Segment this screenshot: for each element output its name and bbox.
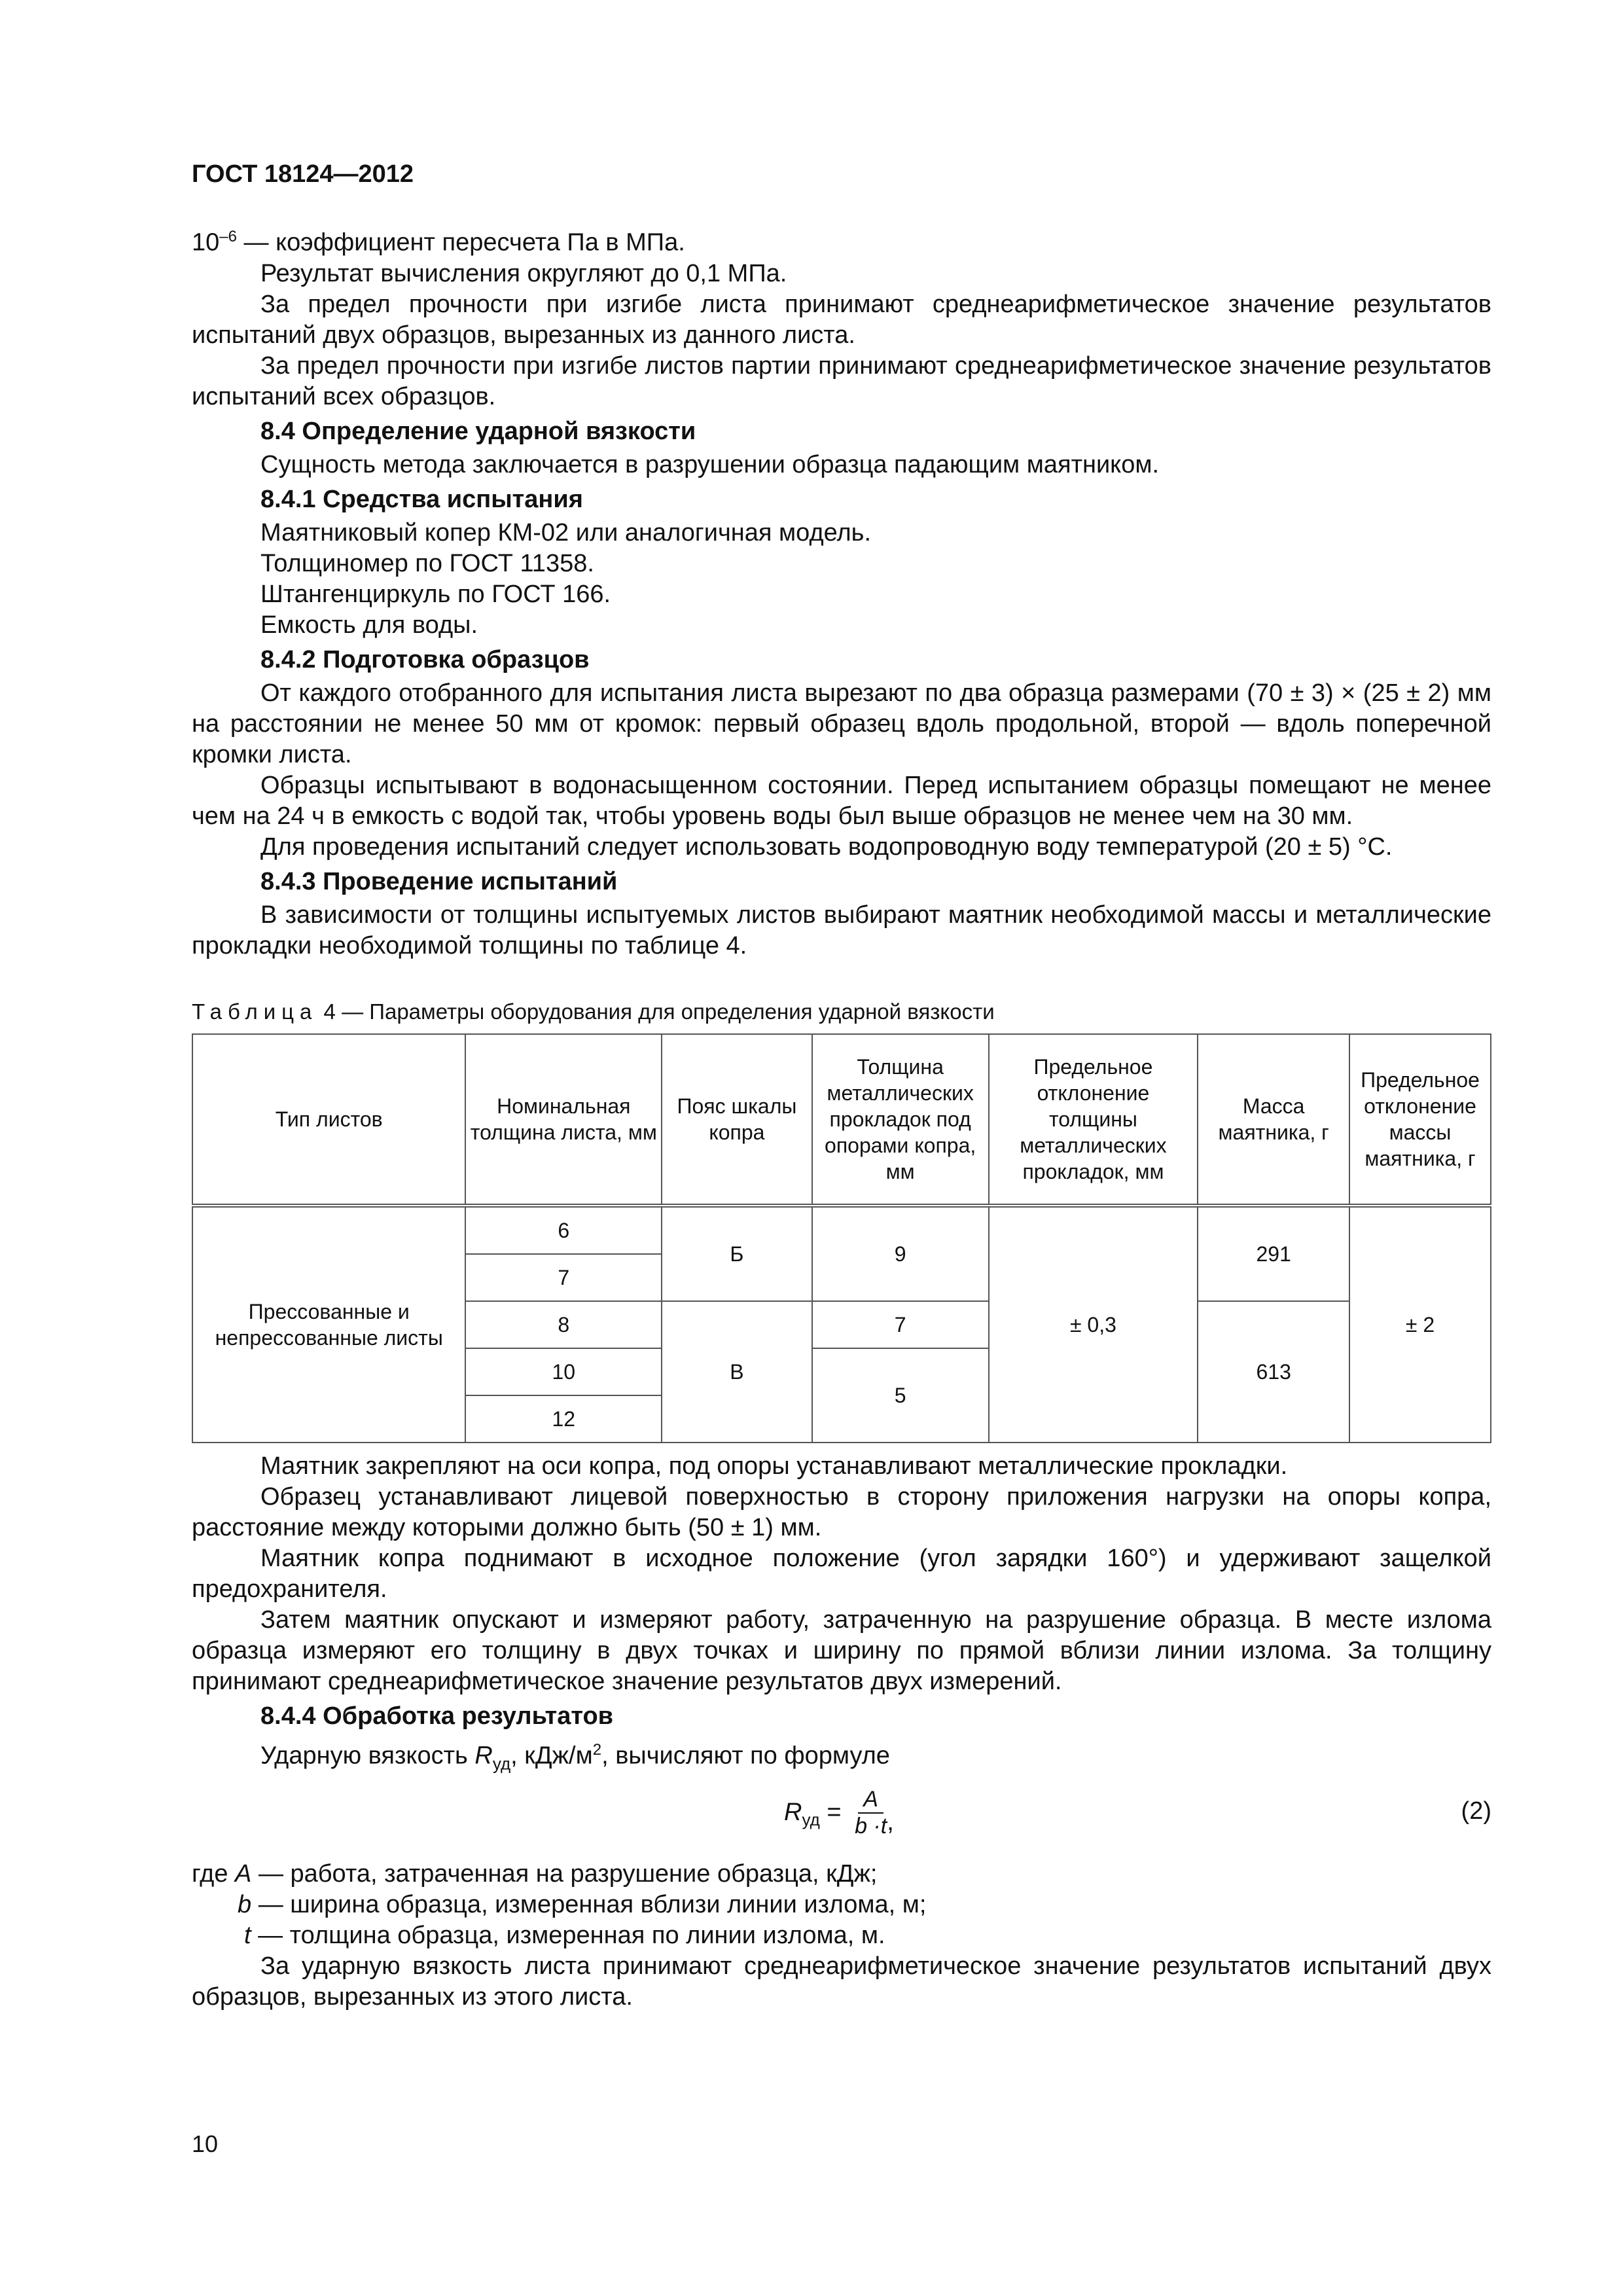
where-text-b: — ширина образца, измеренная вблизи линии излома, м;	[251, 1890, 927, 1918]
formula-body	[784, 1787, 894, 1839]
where-text-t: — толщина образца, измеренная по линии излома, м.	[251, 1921, 885, 1949]
formula-numerator: A	[858, 1787, 883, 1814]
cell-thickness: 8	[465, 1301, 662, 1348]
coefficient-line	[192, 221, 1491, 259]
where-text-a: — работа, затраченная на разрушение образца, кДж;	[251, 1859, 878, 1888]
cell-sheet-type: Прессованные и непрессованные листы	[192, 1206, 465, 1443]
batch-strength-paragraph: За предел прочности при изгибе листов партии принимают среднеарифметическое значение результатов испытаний всех образцов.	[192, 351, 1491, 410]
unit-exponent: 2	[592, 1740, 602, 1759]
formula-lead-text: , вычисляют по формуле	[601, 1742, 890, 1770]
header-pad-deviation: Предельное отклонение толщины металлических прокладок, мм	[989, 1034, 1198, 1206]
pendulum-selection-paragraph: В зависимости от толщины испытуемых листов выбирают маятник необходимой массы и металлические прокладки необходимой толщины по таблице 4.	[192, 901, 1491, 960]
table-header-row	[192, 1034, 1491, 1206]
water-temperature-paragraph: Для проведения испытаний следует использовать водопроводную воду температурой (20 ± 5) °С.	[260, 833, 1393, 861]
water-saturation-paragraph: Образцы испытывают в водонасыщенном состоянии. Перед испытанием образцы помещают не менее чем на 24 ч в емкость с водой так, чтобы уровень воды был выше образцов не менее чем на 30 мм.	[192, 771, 1491, 830]
intro-text: Ударную вязкость	[260, 1742, 475, 1770]
formula-r-subscript: уд	[802, 1810, 820, 1830]
equipment-item: Толщиномер по ГОСТ 11358.	[260, 549, 594, 577]
pendulum-mount-paragraph: Маятник закрепляют на оси копра, под опоры устанавливают металлические прокладки.	[260, 1452, 1288, 1480]
final-paragraph: За ударную вязкость листа принимают среднеарифметическое значение результатов испытаний двух образцов, вырезанных из этого листа.	[192, 1952, 1491, 2011]
header-pad-thickness: Толщина металлических прокладок под опорами копра, мм	[812, 1034, 989, 1206]
cell-thickness: 12	[465, 1395, 662, 1443]
unit-text: , кДж/м	[510, 1742, 593, 1770]
cell-mass-deviation: ± 2	[1349, 1206, 1491, 1443]
header-nominal-thickness: Номинальная толщина листа, мм	[465, 1034, 662, 1206]
section-8-4-title: 8.4 Определение ударной вязкости	[260, 417, 696, 445]
where-line-b	[192, 1890, 1491, 1920]
page-number: 10	[192, 2130, 219, 2157]
where-var-t: t	[244, 1921, 251, 1949]
impact-strength-intro	[192, 1734, 1491, 1779]
formula-fraction	[855, 1787, 887, 1839]
cell-pad: 5	[812, 1348, 989, 1443]
sample-cutting-paragraph: От каждого отобранного для испытания листа вырезают по два образца размерами (70 ± 3) × (25 ± 2) мм на расстоянии не менее 50 мм от кромок: первый образец вдоль продольной, второй — вдоль поперечной кромки листа.	[192, 679, 1491, 768]
header-scale-belt: Пояс шкалы копра	[662, 1034, 812, 1206]
formula-equals: =	[819, 1799, 849, 1827]
symbol-r: R	[474, 1742, 493, 1770]
sheet-strength-paragraph: За предел прочности при изгибе листа принимают среднеарифметическое значение результатов испытаний двух образцов, вырезанных из данного листа.	[192, 290, 1491, 349]
equipment-item: Штангенциркуль по ГОСТ 166.	[260, 580, 611, 608]
document-header: ГОСТ 18124—2012	[192, 160, 414, 188]
equipment-item: Маятниковый копер КМ-02 или аналогичная модель.	[260, 518, 872, 547]
section-8-4-text: Сущность метода заключается в разрушении образца падающим маятником.	[260, 450, 1160, 478]
cell-pad-deviation: ± 0,3	[989, 1206, 1198, 1443]
table-4	[192, 1033, 1491, 1443]
cell-mass: 613	[1198, 1301, 1349, 1443]
cell-belt: Б	[662, 1206, 812, 1301]
where-line-t	[192, 1920, 1491, 1951]
cell-thickness: 10	[465, 1348, 662, 1395]
section-8-4-3-title: 8.4.3 Проведение испытаний	[260, 867, 618, 895]
formula-number: (2)	[1461, 1797, 1491, 1825]
rounding-paragraph: Результат вычисления округляют до 0,1 МПа.	[260, 259, 787, 287]
formula-r: R	[784, 1799, 802, 1827]
table-4-caption	[192, 999, 1491, 1024]
table-row	[192, 1206, 1491, 1254]
coefficient-base: 10	[192, 228, 220, 257]
section-8-4-1-title: 8.4.1 Средства испытания	[260, 485, 583, 513]
coefficient-exponent: –6	[219, 228, 237, 245]
header-mass-deviation: Предельное отклонение массы маятника, г	[1349, 1034, 1491, 1206]
section-8-4-4-title: 8.4.4 Обработка результатов	[260, 1702, 614, 1730]
where-var-a: A	[235, 1859, 252, 1888]
formula-denominator: b ·t	[855, 1813, 887, 1839]
where-line-a	[192, 1859, 1491, 1890]
table-caption-word: Таблица	[192, 999, 318, 1024]
equipment-item: Емкость для воды.	[260, 611, 478, 639]
cell-thickness: 6	[465, 1206, 662, 1254]
pendulum-raise-paragraph: Маятник копра поднимают в исходное положение (угол зарядки 160°) и удерживают защелкой предохранителя.	[192, 1544, 1491, 1603]
table-caption-text: 4 — Параметры оборудования для определения ударной вязкости	[317, 999, 995, 1024]
where-word: где	[192, 1859, 236, 1888]
cell-thickness: 7	[465, 1254, 662, 1301]
coefficient-text: — коэффициент пересчета Па в МПа.	[236, 228, 685, 257]
cell-mass: 291	[1198, 1206, 1349, 1301]
where-var-b: b	[238, 1890, 252, 1918]
cell-pad: 9	[812, 1206, 989, 1301]
formula-comma: ,	[887, 1808, 894, 1837]
measurement-paragraph: Затем маятник опускают и измеряют работу, затраченную на разрушение образца. В месте излома образца измеряют его толщину в двух точках и ширину по прямой вблизи линии излома. За толщину принимают среднеарифметическое значение результатов двух измерений.	[192, 1605, 1491, 1695]
symbol-r-subscript: уд	[492, 1753, 511, 1773]
cell-belt: В	[662, 1301, 812, 1443]
document-page	[192, 160, 1491, 2013]
cell-pad: 7	[812, 1301, 989, 1348]
sample-placement-paragraph: Образец устанавливают лицевой поверхностью в сторону приложения нагрузки на опоры копра, расстояние между которыми должно быть (50 ± 1) мм.	[192, 1482, 1491, 1541]
header-pendulum-mass: Масса маятника, г	[1198, 1034, 1349, 1206]
header-sheet-type: Тип листов	[192, 1034, 465, 1206]
section-8-4-2-title: 8.4.2 Подготовка образцов	[260, 645, 590, 673]
formula-2	[192, 1783, 1491, 1855]
